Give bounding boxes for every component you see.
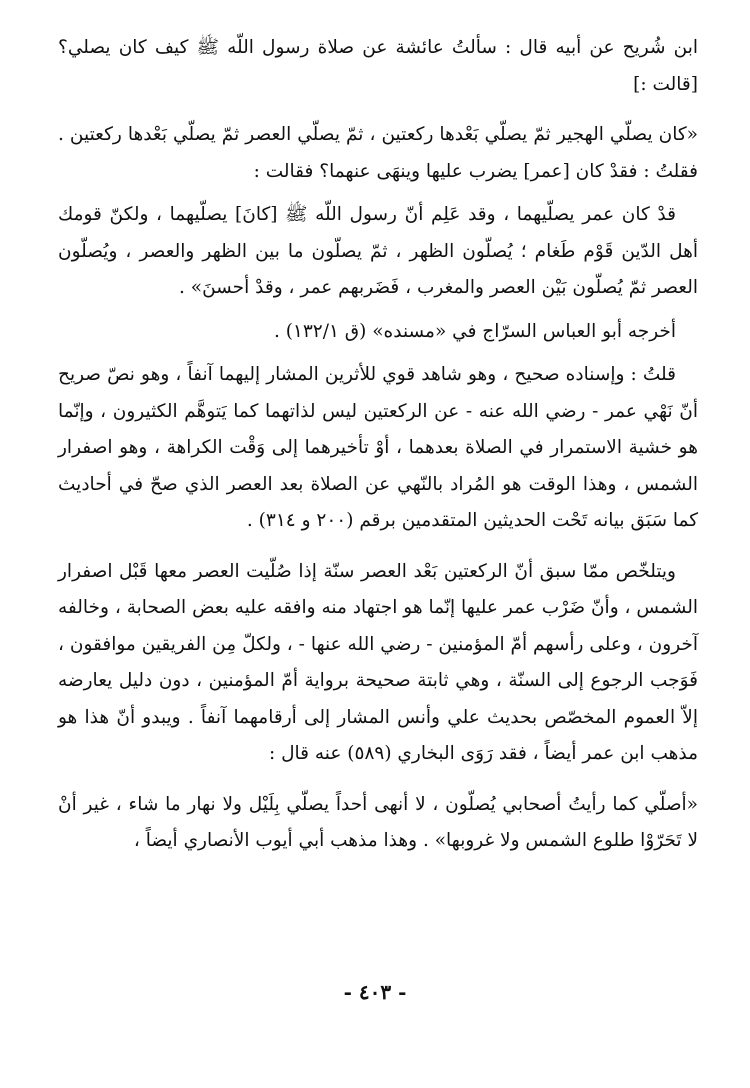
paragraph-commentary: قلتُ : وإسناده صحيح ، وهو شاهد قوي للأثرين المشار إليهما آنفاً ، وهو نصّ صريح أنّ نَهْي عمر - رضي الله عنه - عن الركعتين ليس لذاتهما كما يَتوهَّم الكثيرون ، وإنّما هو خشية الاستمرار في الصلاة بعدهما ، أوْ تأخيرهما إلى وَقْت الكراهة ، وهو اصفرار الشمس ، وهذا الوقت هو المُراد بالنّهي عن الصلاة بعد العصر الذي صحّ في أحاديث كما سَبَق بيانه تَحْت الحديثين المتقدمين برقم (٢٠٠ و ٣١٤) . [58,364,698,531]
paragraph-hadith-intro: ابن شُريح عن أبيه قال : سألتُ عائشة عن صلاة رسول اللّه ﷺ كيف كان يصلي؟ [قالت :] [58,37,698,95]
page-body [58,30,698,1060]
paragraph-summary: ويتلخّص ممّا سبق أنّ الركعتين بَعْد العصر سنّة إذا صُلّيت العصر معها قَبْل اصفرار الشمس ، وأنّ ضَرْب عمر عليها إنّما هو اجتهاد منه وافقه عليه بعض الصحابة ، وخالفه آخرون ، وعلى رأسهم أمّ المؤمنين - رضي الله عنها - ، ولكلّ مِن الفريقين موافقون ، فَوَجب الرجوع إلى السنّة ، وهي ثابتة صحيحة برواية أمّ المؤمنين ، دون دليل يعارضه إلاّ العموم المخصّص بحديث علي وأنس المشار إلى أرقامهما آنفاً . ويبدو أنّ هذا هو مذهب ابن عمر أيضاً ، فقد رَوَى البخاري (٥٨٩) عنه قال : [58,560,698,764]
paragraph-aisha-reply: قدْ كان عمر يصلّيهما ، وقد عَلِم أنّ رسول اللّه ﷺ [كانَ] يصلّيهما ، ولكنّ قومك أهل الدّين قَوْم طَغام ؛ يُصلّون الظهر ، ثمّ يصلّون ما بين الظهر والعصر ، ويُصلّون العصر ثمّ يُصلّون بَيْن العصر والمغرب ، فَضَربهم عمر ، وقدْ أحسنَ» . [58,204,698,298]
paragraph-ibn-umar-quote: «أصلّي كما رأيتُ أصحابي يُصلّون ، لا أنهى أحداً يصلّي بِلَيْل ولا نهار ما شاء ، غير أنْ لا تَحَرّوْا طلوع الشمس ولا غروبها» . وهذا مذهب أبي أيوب الأنصاري أيضاً ، [58,793,698,851]
paragraph-hadith-quote: «كان يصلّي الهجير ثمّ يصلّي بَعْدها ركعتين ، ثمّ يصلّي العصر ثمّ يصلّي بَعْدها ركعتين . فقلتُ : فقدْ كان [عمر] يضرب عليها وينهَى عنهما؟ فقالت : [58,124,698,182]
paragraph-takhrij: أخرجه أبو العباس السرّاج في «مسنده» (ق ١٣٢/١) . [273,320,676,342]
page-number: - ٤٠٣ - [343,980,407,1004]
